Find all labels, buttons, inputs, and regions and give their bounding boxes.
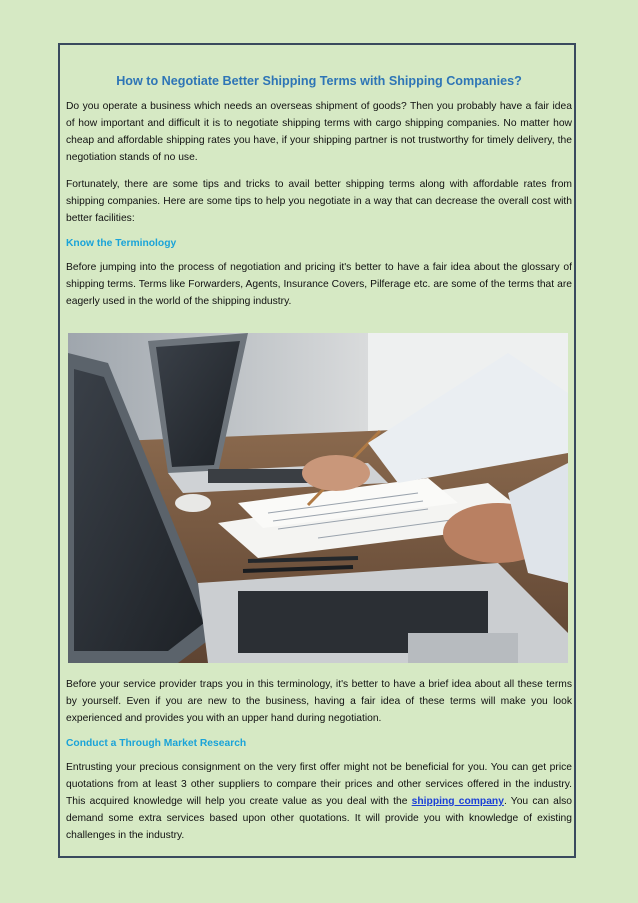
article-title: How to Negotiate Better Shipping Terms with Shipping Companies?	[116, 74, 522, 88]
market-research-text-start: Entrusting your precious consignment on the very first offer might not be beneficial for you. You can get price quotations from at least 3 other suppliers to compare their prices and other services offered in the industry. This acquired knowledge will help you create value as you deal with the	[66, 762, 572, 807]
heading-know-terminology: Know the Terminology	[66, 238, 177, 249]
office-laptops-photo	[68, 333, 568, 663]
market-research-text-end: . You can also demand some extra services based upon other quotations. It will provide you with knowledge of existing challenges in the industry.	[66, 796, 573, 841]
photo-illustration	[68, 333, 568, 663]
shipping-company-link[interactable]: shipping company	[411, 796, 504, 807]
terminology-followup-paragraph: Before your service provider traps you in this terminology, it's better to have a brief idea about all these terms by yourself. Even if you are new to the business, having a fair idea of these terms will make you look experienced and provides you with an upper hand during negotiation.	[66, 679, 572, 724]
heading-market-research: Conduct a Through Market Research	[66, 738, 247, 749]
terminology-paragraph: Before jumping into the process of negotiation and pricing it's better to have a fair idea about the glossary of shipping terms. Terms like Forwarders, Agents, Insurance Covers, Pilferage etc. are some of the terms that are eagerly used in the world of the shipping industry.	[66, 262, 572, 307]
tips-paragraph: Fortunately, there are some tips and tricks to avail better shipping terms along with affordable rates from shipping companies. Here are some tips to help you negotiate in a way that can decrease the overall cost with better facilities:	[66, 179, 572, 224]
article-bottom	[66, 676, 572, 854]
market-research-paragraph	[66, 759, 572, 844]
article-top	[66, 73, 572, 320]
intro-paragraph: Do you operate a business which needs an overseas shipment of goods? Then you probably have a fair idea of how important and difficult it is to negotiate shipping terms with cargo shipping companies. No matter how cheap and affordable shipping rates you have, if your shipping partner is not trustworthy for timely delivery, the negotiation stands of no use.	[66, 101, 572, 163]
